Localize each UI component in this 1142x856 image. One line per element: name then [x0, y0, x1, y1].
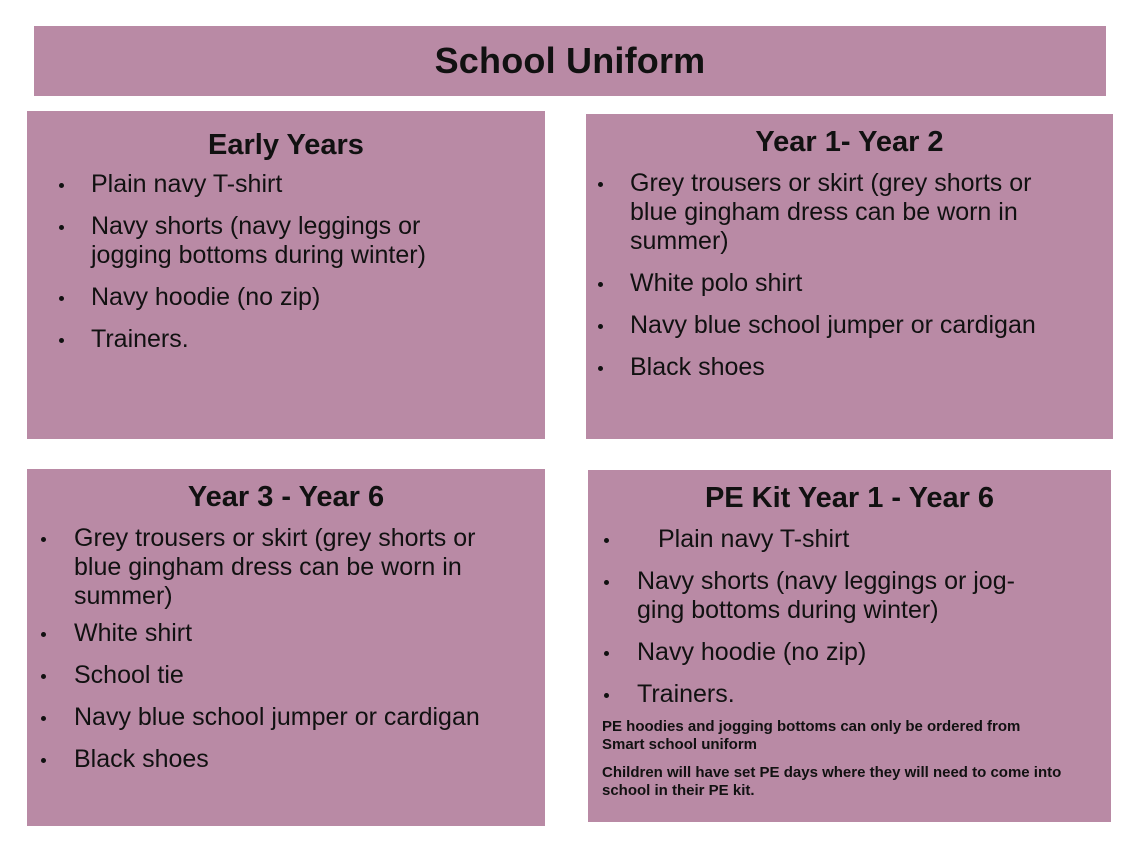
- list-item: Grey trousers or skirt (grey shorts or blue gingham dress can be worn in summer): [27, 524, 524, 611]
- list-item: Navy blue school jumper or cardigan: [27, 703, 545, 732]
- year3-year6-panel: [27, 469, 545, 826]
- list-item: Black shoes: [27, 745, 545, 774]
- list-item: Navy hoodie (no zip): [588, 638, 1111, 667]
- list-item: Navy shorts (navy leggings or jogging bottoms during winter): [27, 212, 471, 270]
- list-item: Navy blue school jumper or cardigan: [586, 311, 1113, 340]
- year1-year2-panel: [586, 114, 1113, 439]
- early-years-panel: [27, 111, 545, 439]
- list-item: White polo shirt: [586, 269, 1113, 298]
- item-list: [27, 170, 545, 354]
- pe-kit-panel: [588, 470, 1111, 822]
- item-list: [588, 525, 1111, 709]
- list-item: School tie: [27, 661, 545, 690]
- list-item: Black shoes: [586, 353, 1113, 382]
- list-item: White shirt: [27, 619, 545, 648]
- section-heading: Early Years: [208, 129, 364, 161]
- list-item: Navy shorts (navy leggings or jog-ging bottoms during winter): [588, 567, 1017, 625]
- pe-ordering-note: PE hoodies and jogging bottoms can only be ordered from Smart school uniform: [602, 718, 1021, 753]
- list-item: Navy hoodie (no zip): [27, 283, 545, 312]
- list-item: Trainers.: [27, 325, 545, 354]
- pe-days-note: Children will have set PE days where they will need to come into school in their PE kit.: [602, 764, 1062, 799]
- section-heading: Year 3 - Year 6: [187, 481, 385, 513]
- section-heading: Year 1- Year 2: [755, 126, 944, 158]
- item-list: [27, 524, 545, 774]
- title-banner: [34, 26, 1106, 96]
- list-item: Plain navy T-shirt: [588, 525, 1111, 554]
- list-item: Plain navy T-shirt: [27, 170, 545, 199]
- list-item: Grey trousers or skirt (grey shorts or blue gingham dress can be worn in summer): [586, 169, 1080, 256]
- item-list: [586, 169, 1113, 382]
- page-title: School Uniform: [434, 40, 706, 81]
- list-item: Trainers.: [588, 680, 1111, 709]
- section-heading: PE Kit Year 1 - Year 6: [704, 482, 995, 514]
